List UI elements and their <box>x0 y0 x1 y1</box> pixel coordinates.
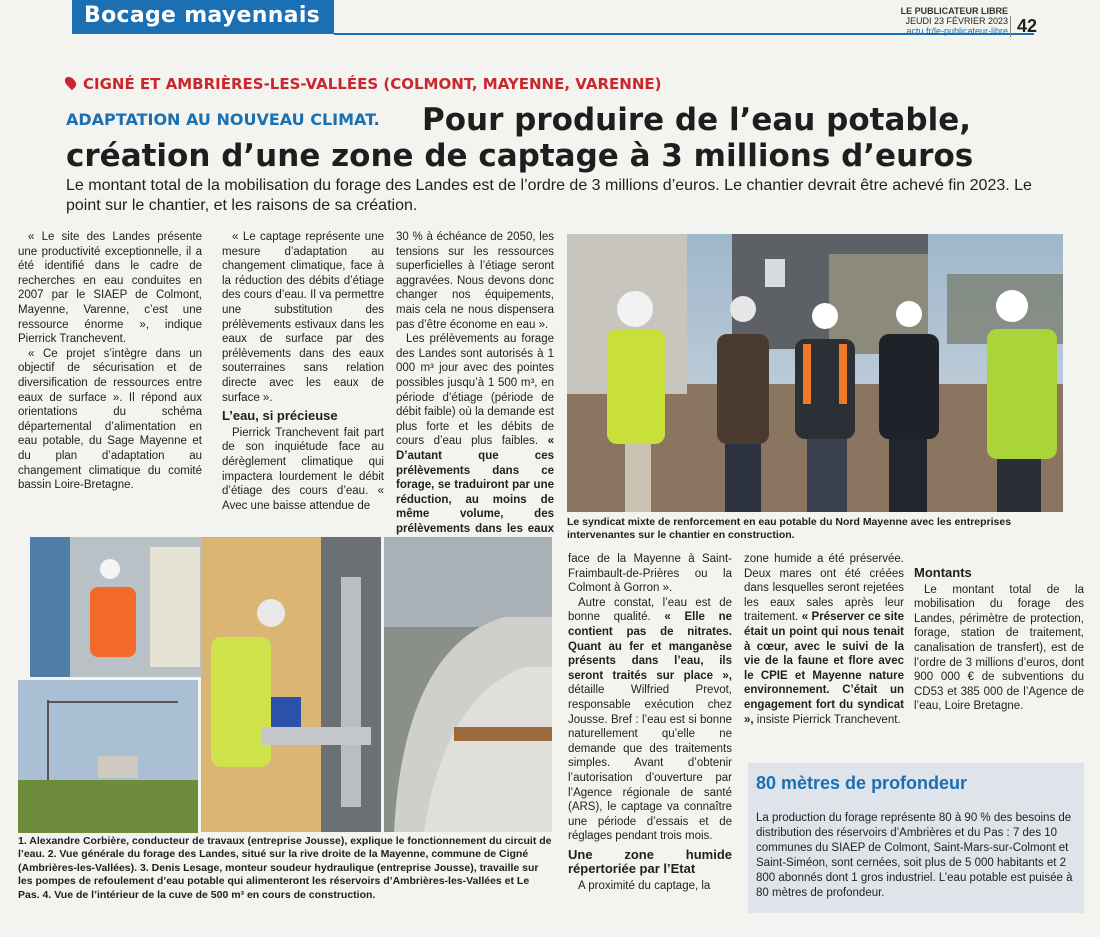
worker-explaining-photo <box>30 537 206 677</box>
paragraph-text: Autre constat, l’eau est de bonne qualité. <box>568 596 732 624</box>
photo-set-caption: 1. Alexandre Corbière, conducteur de travaux (entreprise Jousse), explique le fonctionnement du circuit de l’eau. 2. Vue générale du forage des Landes, situé sur la rive droite de la Mayenne, commune de Cigné (Ambrières-les-Vallées). 3. Denis Lesage, monteur soudeur hydraulique (entreprise Jousse), travaille sur les pompes de refoulement d’eau potable qui alimenteront les réservoirs d’Ambrières-les-Vallées et Le Pas. 4. Vue de l’intérieur de la cuve de 500 m³ en cours de construction. <box>18 835 552 901</box>
text-column-3 <box>396 230 554 551</box>
info-box-text: La production du forage représente 80 à 90 % des besoins de distribution des réservoirs d’Ambrières et du Pas : 7 des 10 communes du SIAEP de Colmont, Saint-Mars-sur-Colmont et Saint-Siméon, sont cernées, soit plus de 5 000 habitants et 2 800 abonnés dont 1 gros industriel. L’eau potable est puisée à 80 mètres de profondeur. <box>756 812 1073 899</box>
paragraph: Le montant total de la mobilisation du forage des Landes, périmètre de protection, forage, station de traitement, canalisation de transfert), est de l’ordre de 3 millions d’euros, dont 900 000 € de subventions du CD53 et 385 000 de l’Agence de l’eau, Loire Bretagne. <box>914 583 1084 713</box>
paragraph: « Le site des Landes présente une productivité exceptionnelle, il a été identifié dans le cadre de recherches en eau conduites en 2007 par le SIAEP de Colmont, Mayenne, Varenne, c’est une ressource énorme », indique Pierrick Tranchevent. <box>18 231 202 346</box>
publication-date: JEUDI 23 FÉVRIER 2023 <box>905 16 1008 26</box>
text-column-2 <box>222 230 384 513</box>
paragraph-text: détaille Wilfried Prevot, responsable exécution chez Jousse. Bref : l’eau est si bonne naturellement qu’elle ne demande que des traitements simples. Avant d’obtenir l’autorisation d’ouverture par l’Agence régionale de santé (ARS), le captage va connaître une période d’essais et de réglages pendant trois mois. <box>568 684 732 843</box>
paragraph <box>568 596 732 844</box>
welder-pumps-photo <box>201 537 381 832</box>
main-photo <box>567 234 1063 512</box>
photo-2 <box>18 680 198 833</box>
page-number: 42 <box>1010 16 1037 37</box>
publication-site: actu.fr/le-publicateur-libre <box>906 26 1008 36</box>
subheading: L’eau, si précieuse <box>222 408 338 424</box>
info-box-title: 80 mètres de profondeur <box>756 773 968 793</box>
photo-1 <box>30 537 206 677</box>
info-box <box>748 763 1084 913</box>
text-column-1 <box>18 230 202 493</box>
quote-text: « Elle ne contient pas de nitrates. Quant au fer et manganèse présents dans l’eau, ils seront traités sur place », <box>568 611 732 682</box>
article-kicker: ADAPTATION AU NOUVEAU CLIMAT. <box>66 110 380 129</box>
paragraph <box>396 332 554 551</box>
paragraph: « Le captage représente une mesure d’adaptation au changement climatique, face à la réduction des débits d’étiage des cours d’eau. Il va permettre une substitution des prélèvements estivaux dans les eaux de surface par des prélèvements dans des eaux souterraines sans relation directe avec les eaux de surface ». <box>222 231 384 404</box>
publication-info <box>901 6 1008 36</box>
text-column-4 <box>568 552 732 894</box>
tank-interior-photo <box>384 537 552 832</box>
location-pin-icon <box>63 75 79 91</box>
drilling-site-overview-photo <box>18 680 198 833</box>
paragraph: face de la Mayenne à Saint-Fraimbault-de-Prières ou la Colmont à Gorron ». <box>568 553 732 595</box>
headline-line-1: Pour produire de l’eau potable, <box>422 102 971 138</box>
paragraph: Pierrick Tranchevent fait part de son inquiétude face au dérèglement climatique qui impactera lourdement le débit d’étiage des cours d’eau. « Avec une baisse attendue de <box>222 426 384 512</box>
paragraph <box>744 552 904 727</box>
paragraph: 30 % à échéance de 2050, les tensions sur les ressources superficielles à l’étiage seront aggravées. Nous devons donc changer nos équipements, mais cela ne nous dispensera pas d’être économe en eau ». <box>396 231 554 331</box>
location-text: CIGNÉ ET AMBRIÈRES-LES-VALLÉES (COLMONT, MAYENNE, VARENNE) <box>83 75 662 93</box>
main-photo-caption: Le syndicat mixte de renforcement en eau potable du Nord Mayenne avec les entreprises intervenantes sur le chantier en construction. <box>567 516 1012 542</box>
photo-4 <box>384 537 552 832</box>
paragraph-text: Les prélèvements au forage des Landes sont autorisés à 1 000 m³ jour avec des pointes possibles jusqu’à 1 500 m³, en période d’étiage (période de débit faible) où la demande est plus forte et les débits de cours d’eau plus faibles. <box>396 333 554 448</box>
subheading: Montants <box>914 565 972 580</box>
text-column-6 <box>914 552 1084 714</box>
paragraph: A proximité du captage, la <box>578 880 711 893</box>
headline-line-2: création d’une zone de captage à 3 millions d’euros <box>66 138 974 174</box>
publication-name: LE PUBLICATEUR LIBRE <box>900 6 1008 16</box>
paragraph-text: zone humide a été préservée. Deux mares ont été créées dans lesquelles seront rejetées les eaux sales après leur traitement. <box>744 553 904 624</box>
article-location <box>66 75 661 93</box>
quote-text: « D’autant que ces prélèvements dans ce forage, se traduiront par une réduction, au moins de même volume, des prélèvements dans les eaux <box>396 435 554 535</box>
text-column-5 <box>744 552 904 727</box>
article-standfirst: Le montant total de la mobilisation du forage des Landes est de l’ordre de 3 millions d’euros. Le chantier devrait être achevé fin 2023. Le point sur le chantier, et les raisons de sa création. <box>66 177 1032 214</box>
photo-3 <box>201 537 381 832</box>
article-headline <box>66 102 1026 174</box>
paragraph-text: insiste Pierrick Tranchevent. <box>756 713 901 726</box>
paragraph: « Ce projet s’intègre dans un objectif de sécurisation et de diversification de ressources entre eaux de surface ». Il répond aux orientations du schéma départemental d’alimentation en eau potable, du Sage Mayenne et du plan d’adaptation au changement climatique du comité bassin Loire-Bretagne. <box>18 347 202 492</box>
quote-text: « Préserver ce site était un point qui nous tenait à cœur, avec le suivi de la vie de la faune et flore avec le CPIE et Mayenne nature environnement. C’était un engagement fort du syndicat », <box>744 611 904 726</box>
subheading: Une zone humide répertoriée par l’Etat <box>568 846 732 877</box>
section-title: Bocage mayennais <box>84 3 321 28</box>
construction-site-photo <box>567 234 1063 512</box>
